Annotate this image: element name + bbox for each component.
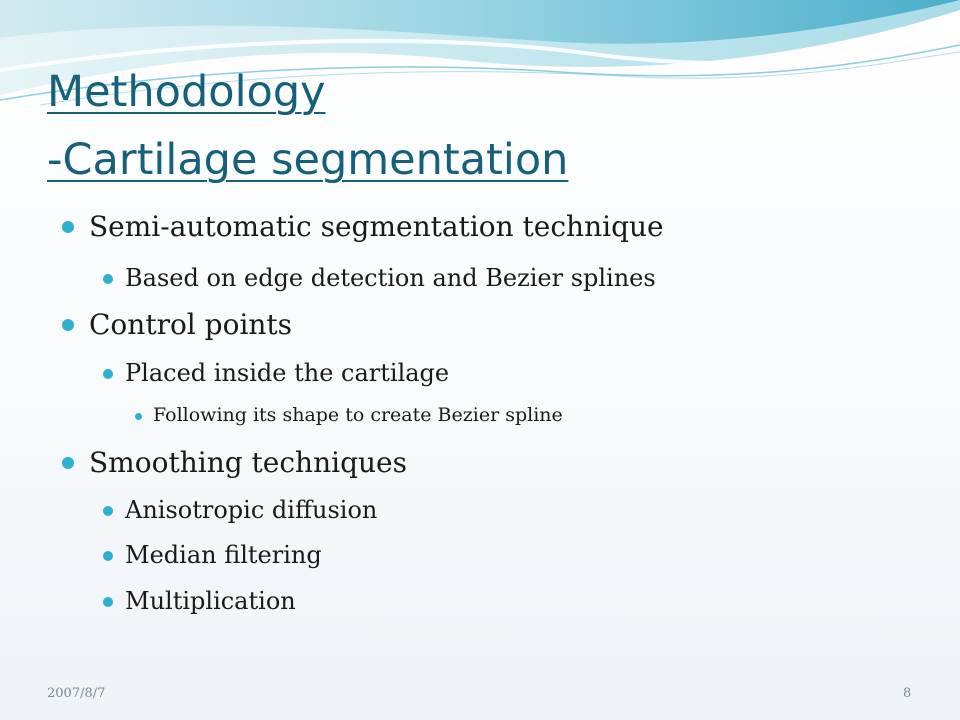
bullet-text: Semi-automatic segmentation technique xyxy=(89,210,664,243)
bullet-marker-icon xyxy=(62,221,74,233)
bullet-marker-icon xyxy=(103,274,113,284)
bullet-text: Smoothing techniques xyxy=(89,446,407,479)
bullet-item xyxy=(62,308,292,341)
bullet-text: Anisotropic diffusion xyxy=(125,496,378,524)
bullet-marker-icon xyxy=(135,413,142,420)
bullet-text: Based on edge detection and Bezier splines xyxy=(125,264,656,292)
bullet-marker-icon xyxy=(103,551,113,561)
bullet-item xyxy=(103,587,296,615)
slide-title-line-1: Methodology xyxy=(47,67,326,117)
bullet-text: Median filtering xyxy=(125,541,322,569)
bullet-text: Following its shape to create Bezier spline xyxy=(153,404,563,426)
bullet-item xyxy=(62,446,407,479)
bullet-item xyxy=(103,541,322,569)
bullet-item xyxy=(103,359,449,387)
bullet-item xyxy=(103,496,377,524)
footer-date: 2007/8/7 xyxy=(47,686,106,701)
bullet-marker-icon xyxy=(103,506,113,516)
bullet-text: Control points xyxy=(89,308,293,341)
bullet-item xyxy=(62,210,664,243)
bullet-item xyxy=(135,404,563,426)
slide-title-line-2: -Cartilage segmentation xyxy=(47,135,569,185)
bullet-text: Multiplication xyxy=(125,587,296,615)
bullet-text: Placed inside the cartilage xyxy=(125,359,450,387)
bullet-marker-icon xyxy=(62,319,74,331)
bullet-item xyxy=(103,264,656,292)
bullet-marker-icon xyxy=(103,597,113,607)
bullet-marker-icon xyxy=(62,457,74,469)
page-number: 8 xyxy=(903,686,912,701)
bullet-marker-icon xyxy=(103,369,113,379)
